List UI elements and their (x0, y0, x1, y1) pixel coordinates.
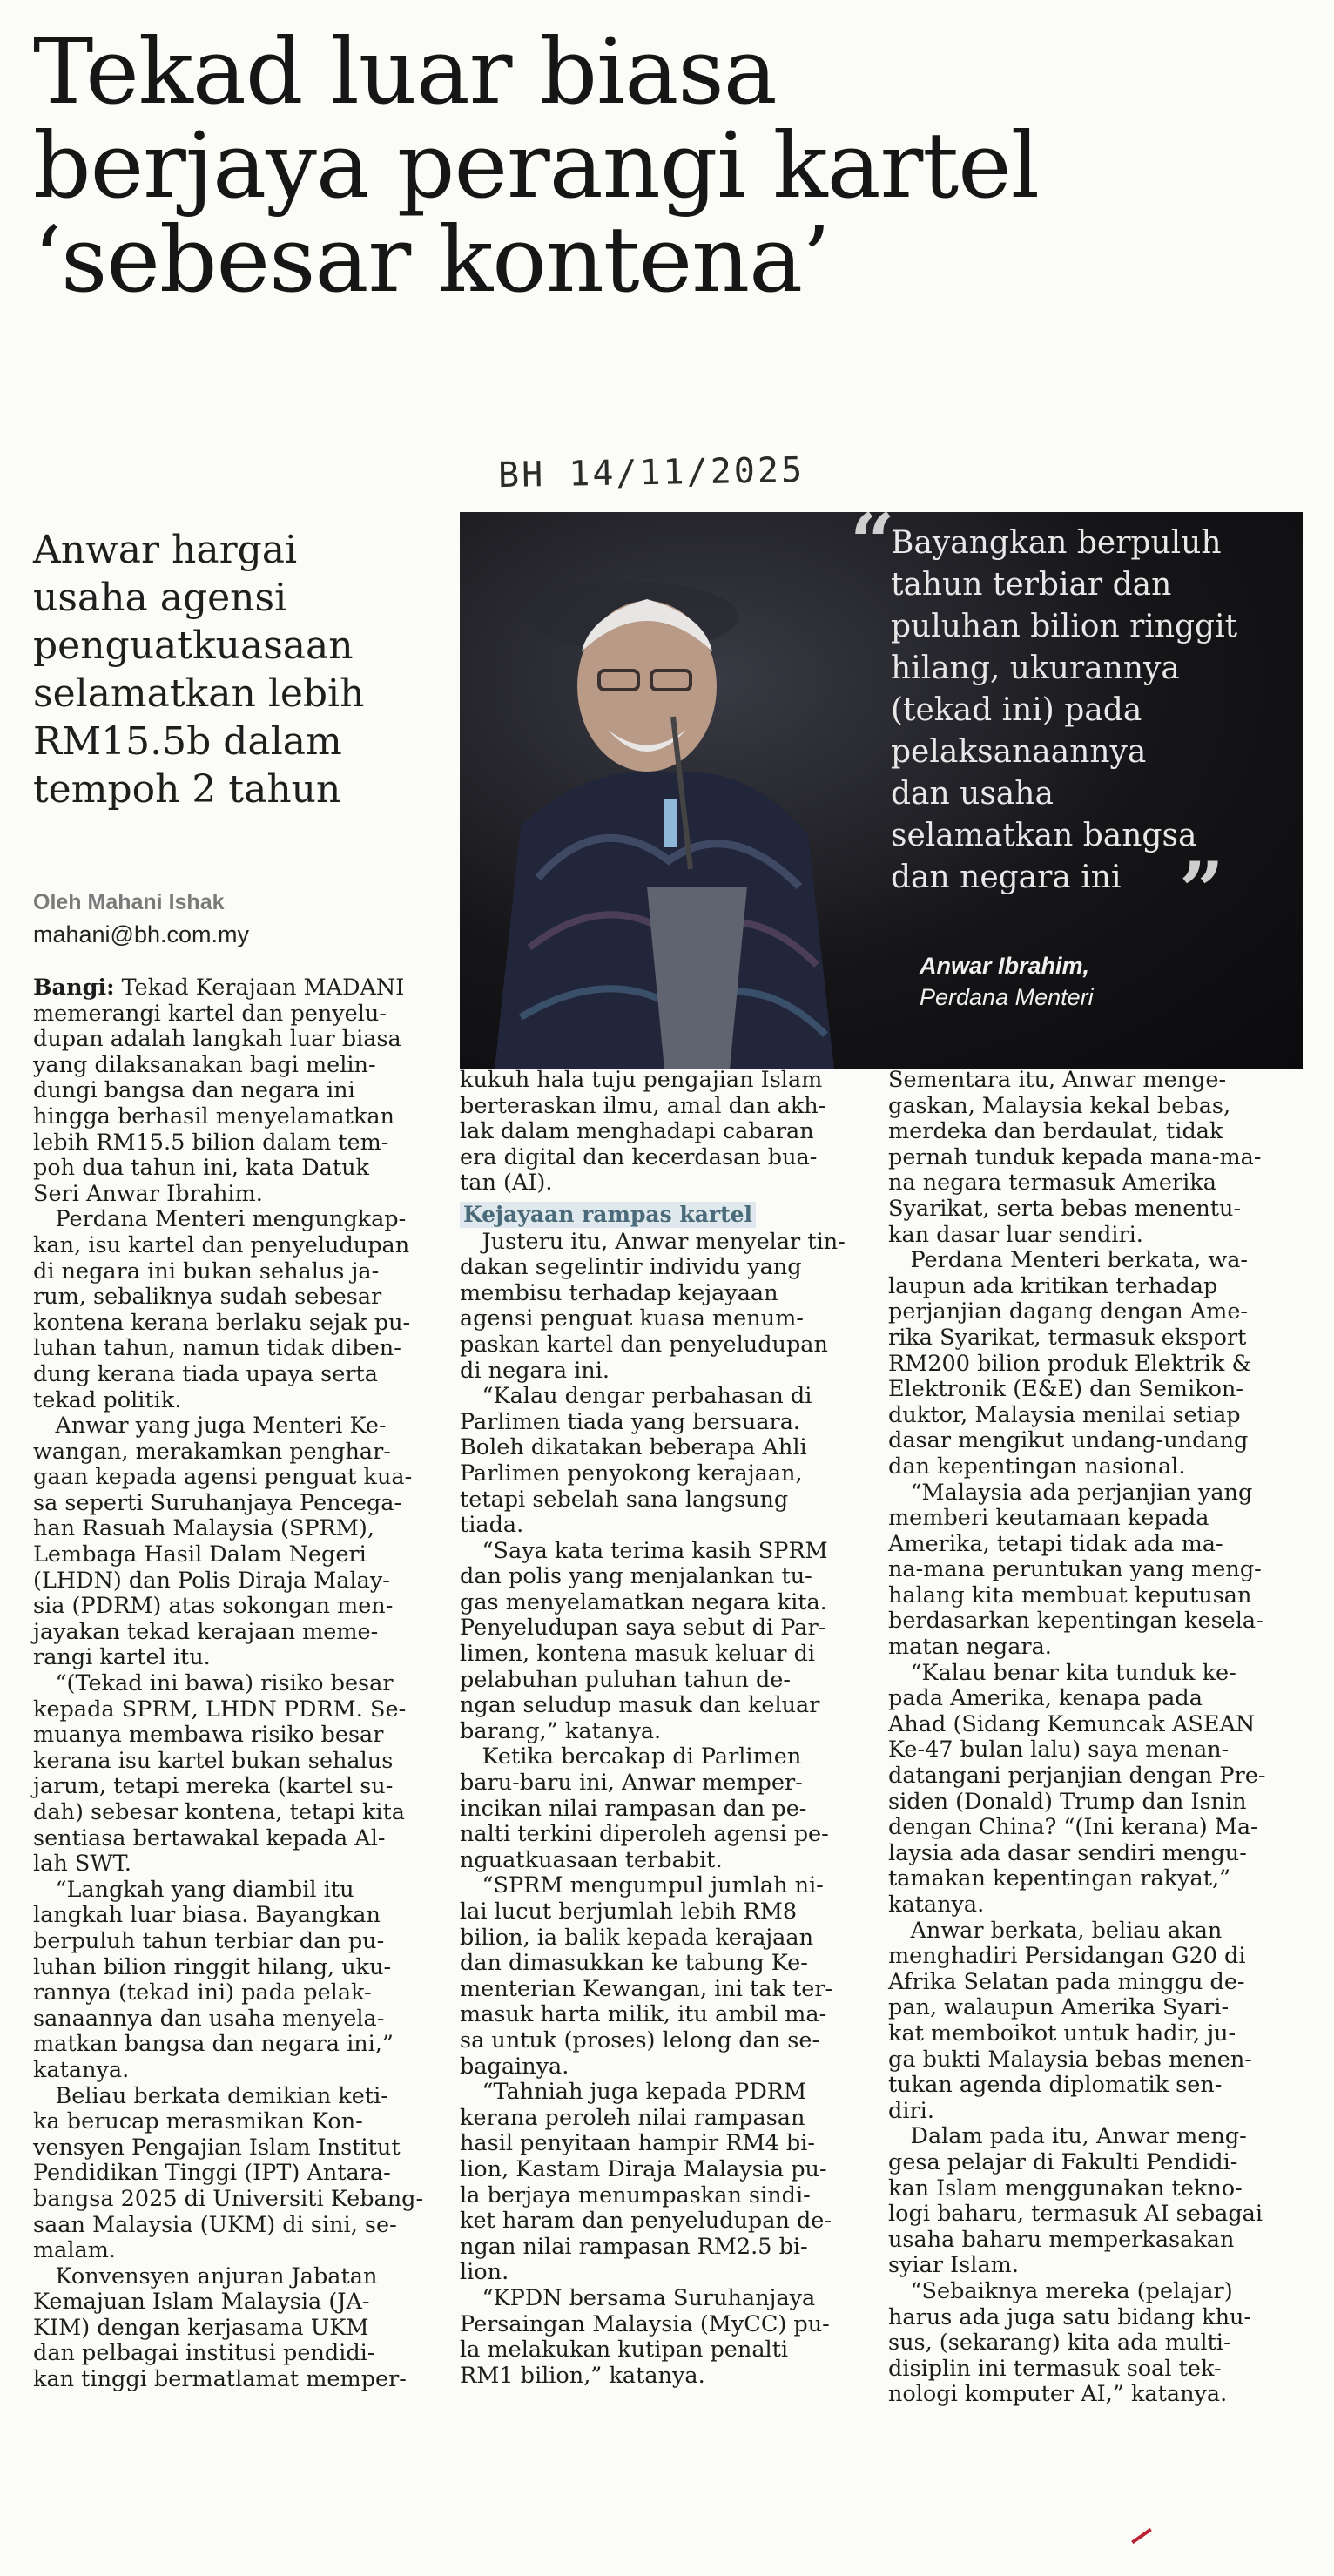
pull-quote-line: selamatkan bangsa (891, 818, 1197, 853)
article-paragraph (888, 2124, 1306, 2279)
article-paragraph (888, 2279, 1306, 2408)
text-line: gaskan, Malaysia kekal bebas, (888, 1092, 1231, 1119)
text-line: la berjaya menumpaskan sindi- (460, 2182, 811, 2208)
text-line: jarum, tetapi mereka (kartel su- (33, 1773, 394, 1800)
text-line: Parlimen tiada yang bersuara. (460, 1408, 801, 1435)
article-paragraph (460, 1744, 881, 1873)
text-line: disiplin ini termasuk soal tek- (888, 2355, 1222, 2382)
text-line: “Tahniah juga kepada PDRM (460, 2079, 807, 2106)
text-line: “Malaysia ada perjanjian yang (888, 1479, 1253, 1506)
article-paragraph (888, 1068, 1306, 1248)
text-line: Syarikat, serta bebas menentu- (888, 1195, 1242, 1222)
text-line: dan pelbagai institusi pendidi- (33, 2340, 375, 2367)
text-line: pernah tunduk kepada mana-ma- (888, 1143, 1262, 1170)
text-line: berdasarkan kepentingan kesela- (888, 1608, 1263, 1635)
text-line: dan kepentingan nasional. (888, 1453, 1186, 1480)
text-line: merdeka dan berdaulat, tidak (888, 1118, 1223, 1145)
article-paragraph (33, 975, 451, 1207)
text-line: Penyeludupan saya sebut di Par- (460, 1615, 826, 1642)
text-line: menterian Kewangan, ini tak ter- (460, 1975, 833, 2002)
text-line: kan Islam menggunakan tekno- (888, 2175, 1243, 2202)
text-line: kan tinggi bermatlamat memper- (33, 2366, 407, 2393)
text-line: masuk harta milik, itu ambil ma- (460, 2001, 827, 2028)
text-line: Pendidikan Tinggi (IPT) Antara- (33, 2160, 391, 2187)
pull-quote-line: pelaksanaannya (891, 734, 1147, 770)
text-line: han Rasuah Malaysia (SPRM), (33, 1515, 374, 1542)
text-line: RM1 bilion,” katanya. (460, 2362, 705, 2389)
text-line: dupan adalah langkah luar biasa (33, 1026, 401, 1053)
text-line: luhan tahun, namun tidak diben- (33, 1335, 401, 1362)
subheadline-line: selamatkan lebih (33, 671, 365, 716)
text-line: rannya (tekad ini) pada pelak- (33, 1979, 372, 2006)
text-line: menghadiri Persidangan G20 di (888, 1943, 1246, 1970)
subheadline (33, 526, 442, 813)
article-paragraph (460, 1230, 881, 1385)
text-line: “Kalau dengar perbahasan di (460, 1383, 812, 1410)
text-line: sentiasa bertawakal kepada Al- (33, 1824, 386, 1851)
text-line: usaha baharu memperkasakan (888, 2226, 1235, 2253)
article-paragraph (460, 1873, 881, 2080)
text-line: ngan nilai rampasan RM2.5 bi- (460, 2233, 808, 2260)
text-line: laupun ada kritikan terhadap (888, 1272, 1218, 1299)
text-line: Sementara itu, Anwar menge- (888, 1067, 1227, 1093)
article-column-3 (888, 1068, 1306, 2408)
text-line: gas menyelamatkan negara kita. (460, 1588, 827, 1615)
article-paragraph (460, 1384, 881, 1539)
text-line: lion. (460, 2259, 509, 2286)
handwritten-date-stamp: BH 14/11/2025 (497, 449, 805, 496)
text-line: ga bukti Malaysia bebas menen- (888, 2046, 1252, 2073)
text-line: na-mana peruntukan yang meng- (888, 1556, 1262, 1583)
text-line: nalti terkini diperoleh agensi pe- (460, 1821, 829, 1848)
text-line: lah SWT. (33, 1851, 131, 1878)
text-line: sa seperti Suruhanjaya Pencega- (33, 1489, 402, 1516)
text-line: Parlimen penyokong kerajaan, (460, 1460, 803, 1487)
text-line: ka berucap merasmikan Kon- (33, 2108, 363, 2135)
text-line: jayakan tekad kerajaan meme- (33, 1618, 379, 1645)
text-line: muanya membawa risiko besar (33, 1722, 384, 1749)
text-line: na negara termasuk Amerika (888, 1170, 1216, 1197)
text-line: dan dimasukkan ke tabung Ke- (460, 1950, 808, 1977)
text-line: “SPRM mengumpul jumlah ni- (460, 1872, 824, 1899)
text-line: perjanjian dagang dengan Ame- (888, 1298, 1249, 1325)
text-line: kukuh hala tuju pengajian Islam (460, 1067, 823, 1093)
text-line: kontena kerana berlaku sejak pu- (33, 1309, 411, 1336)
headline-line: ‘sebesar kontena’ (33, 206, 831, 313)
article-paragraph (888, 1919, 1306, 2125)
text-line: dakan segelintir individu yang (460, 1254, 802, 1281)
text-line: era digital dan kecerdasan bua- (460, 1143, 818, 1170)
text-line: memberi keutamaan kepada (888, 1505, 1209, 1532)
text-line: di negara ini bukan sehalus ja- (33, 1258, 380, 1285)
pull-quote-line: dan negara ini (891, 860, 1122, 895)
text-line: Beliau berkata demikian keti- (33, 2082, 388, 2109)
text-line: rika Syarikat, termasuk eksport (888, 1324, 1247, 1351)
text-line: rangi kartel itu. (33, 1644, 211, 1671)
text-line: lebih RM15.5 bilion dalam tem- (33, 1129, 389, 1156)
text-line: Dalam pada itu, Anwar meng- (888, 2123, 1247, 2150)
article-paragraph (33, 2264, 451, 2393)
text-line: halang kita membuat keputusan (888, 1581, 1252, 1608)
text-line: Anwar yang juga Menteri Ke- (33, 1413, 387, 1440)
text-line: berpuluh tahun terbiar dan pu- (33, 1927, 385, 1954)
text-line: barang,” katanya. (460, 1717, 662, 1744)
text-line: RM200 bilion produk Elektrik & (888, 1350, 1252, 1377)
photo-caption-name: Anwar Ibrahim, (920, 953, 1090, 979)
article-paragraph (460, 2286, 881, 2389)
text-line: la melakukan kutipan penalti (460, 2337, 789, 2364)
pull-quote (891, 523, 1287, 899)
text-line: gesa pelajar di Fakulti Pendidi- (888, 2148, 1238, 2175)
text-line: saan Malaysia (UKM) di sini, se- (33, 2211, 397, 2238)
text-line: hingga berhasil menyelamatkan (33, 1103, 394, 1130)
article-paragraph (888, 1248, 1306, 1480)
text-line: Bangi: Tekad Kerajaan MADANI (33, 974, 405, 1001)
text-line: pan, walaupun Amerika Syari- (888, 1994, 1230, 2021)
crosshead: Kejayaan rampas kartel (460, 1202, 756, 1228)
text-line: katanya. (33, 2056, 130, 2083)
text-line: limen, kontena masuk keluar di (460, 1641, 816, 1668)
text-line: matan negara. (888, 1634, 1052, 1661)
text-line: gaan kepada agensi penguat kua- (33, 1464, 413, 1491)
subheadline-line: Anwar hargai (33, 528, 298, 572)
subheadline-line: RM15.5b dalam (33, 719, 342, 764)
text-line: harus ada juga satu bidang khu- (888, 2303, 1252, 2330)
text-line: “(Tekad ini bawa) risiko besar (33, 1670, 394, 1697)
text-line: Ke-47 bulan lalu) saya menan- (888, 1736, 1230, 1763)
pull-quote-line: dan usaha (891, 776, 1054, 812)
headline-line: Tekad luar biasa (33, 18, 777, 125)
dateline: Bangi: (33, 974, 115, 1001)
text-line: “Sebaiknya mereka (pelajar) (888, 2277, 1233, 2304)
text-line: agensi penguat kuasa menum- (460, 1305, 804, 1332)
text-line: luhan bilion ringgit hilang, uku- (33, 1953, 392, 1980)
text-line: Elektronik (E&E) dan Semikon- (888, 1376, 1243, 1403)
article-paragraph (33, 1207, 451, 1413)
text-line: paskan kartel dan penyeludupan (460, 1331, 828, 1358)
text-line: syiar Islam. (888, 2252, 1019, 2279)
text-line: kat memboikot untuk hadir, ju- (888, 2020, 1236, 2047)
text-line: incikan nilai rampasan dan pe- (460, 1795, 807, 1822)
text-line: tekad politik. (33, 1386, 182, 1413)
text-line: bagainya. (460, 2053, 569, 2080)
article-column-1 (33, 975, 451, 2393)
text-line: dengan China? “(Ini kerana) Ma- (888, 1814, 1258, 1841)
text-line: memerangi kartel dan penyelu- (33, 1000, 387, 1027)
text-line: Kemajuan Islam Malaysia (JA- (33, 2289, 370, 2316)
text-line: tiada. (460, 1512, 524, 1539)
headline (33, 18, 1313, 313)
pen-mark (1131, 2528, 1152, 2544)
article-paragraph (888, 1480, 1306, 1661)
text-line: ngan seludup masuk dan keluar (460, 1692, 820, 1719)
text-line: “Langkah yang diambil itu (33, 1876, 354, 1903)
text-line: “KPDN bersama Suruhanjaya (460, 2284, 816, 2311)
subheadline-line: usaha agensi (33, 576, 287, 620)
close-quote-icon: ” (1179, 845, 1224, 937)
text-line: tamakan kepentingan rakyat,” (888, 1865, 1231, 1892)
text-line: “Saya kata terima kasih SPRM (460, 1537, 828, 1564)
pull-quote-line: hilang, ukurannya (891, 651, 1180, 686)
text-line: Ahad (Sidang Kemuncak ASEAN (888, 1710, 1256, 1737)
article-paragraph (33, 1413, 451, 1671)
text-line: Lembaga Hasil Dalam Negeri (33, 1541, 367, 1568)
text-line: membisu terhadap kejayaan (460, 1279, 778, 1306)
text-line: Boleh dikatakan beberapa Ahli (460, 1434, 807, 1461)
byline: Oleh Mahani Ishak (33, 890, 225, 914)
text-line: lion, Kastam Diraja Malaysia pu- (460, 2155, 827, 2182)
text-line: dung kerana tiada upaya serta (33, 1360, 378, 1387)
text-line: ket haram dan penyeludupan de- (460, 2208, 832, 2235)
article-paragraph (888, 1661, 1306, 1919)
text-line: tetapi sebelah sana langsung (460, 1486, 789, 1513)
text-line: nguatkuasaan terbabit. (460, 1846, 723, 1873)
text-line: sanaannya dan usaha menyela- (33, 2005, 385, 2032)
text-line: poh dua tahun ini, kata Datuk (33, 1155, 370, 1182)
text-line: datangani perjanjian dengan Pre- (888, 1763, 1266, 1790)
text-line: rum, sebaliknya sudah sebesar (33, 1284, 382, 1311)
text-line: katanya. (888, 1892, 985, 1918)
text-line: matkan bangsa dan negara ini,” (33, 2031, 394, 2058)
text-line: bangsa 2025 di Universiti Kebang- (33, 2185, 424, 2212)
text-line: dan polis yang menjalankan tu- (460, 1563, 812, 1590)
text-line: bilion, ia balik kepada kerajaan (460, 1924, 814, 1951)
text-line: tan (AI). (460, 1170, 553, 1197)
text-line: kan dasar luar sendiri. (888, 1221, 1143, 1248)
text-line: nologi komputer AI,” katanya. (888, 2381, 1228, 2408)
text-line: vensyen Pengajian Islam Institut (33, 2134, 401, 2161)
text-line: Afrika Selatan pada minggu de- (888, 1968, 1245, 1995)
article-paragraph (33, 1878, 451, 2084)
text-line: Persaingan Malaysia (MyCC) pu- (460, 2310, 830, 2337)
text-line: yang dilaksanakan bagi melin- (33, 1051, 376, 1078)
text-line: Seri Anwar Ibrahim. (33, 1180, 263, 1207)
pull-quote-line: (tekad ini) pada (891, 692, 1142, 728)
article-column-2 (460, 1068, 881, 2389)
text-line: dungi bangsa dan negara ini (33, 1077, 355, 1104)
text-line: pelabuhan puluhan tahun de- (460, 1666, 792, 1693)
text-line: Konvensyen anjuran Jabatan (33, 2262, 378, 2289)
text-line: (LHDN) dan Polis Diraja Malay- (33, 1567, 390, 1594)
pull-quote-line: puluhan bilion ringgit (891, 609, 1238, 644)
text-line: sa untuk (proses) lelong dan se- (460, 2026, 820, 2053)
text-line: sia (PDRM) atas sokongan men- (33, 1593, 394, 1620)
text-line: berteraskan ilmu, amal dan akh- (460, 1092, 826, 1119)
photo-caption-title: Perdana Menteri (920, 984, 1094, 1010)
article-paragraph (33, 1671, 451, 1878)
text-line: hasil penyitaan hampir RM4 bi- (460, 2130, 816, 2157)
subheadline-line: penguatkuasaan (33, 624, 354, 668)
text-line: lai lucut berjumlah lebih RM8 (460, 1898, 798, 1925)
text-line: KIM) dengan kerjasama UKM (33, 2314, 369, 2341)
text-line: kerana isu kartel bukan sehalus (33, 1747, 394, 1774)
text-line: lak dalam menghadapi cabaran (460, 1118, 814, 1145)
text-line: Ketika bercakap di Parlimen (460, 1743, 802, 1770)
text-line: Justeru itu, Anwar menyelar tin- (460, 1228, 846, 1255)
text-line: sus, (sekarang) kita ada multi- (888, 2330, 1231, 2357)
subheadline-line: tempoh 2 tahun (33, 767, 341, 812)
text-line: dah) sebesar kontena, tetapi kita (33, 1799, 406, 1825)
article-paragraph (460, 2080, 881, 2286)
text-line: Amerika, tetapi tidak ada ma- (888, 1530, 1223, 1557)
text-line: diri. (888, 2097, 934, 2124)
text-line: malam. (33, 2237, 117, 2264)
text-line: logi baharu, termasuk AI sebagai (888, 2201, 1263, 2228)
text-line: laysia ada dasar sendiri mengu- (888, 1839, 1247, 1866)
article-paragraph (460, 1539, 881, 1745)
text-line: baru-baru ini, Anwar memper- (460, 1770, 803, 1797)
text-line: langkah luar biasa. Bayangkan (33, 1902, 381, 1929)
text-line: Anwar berkata, beliau akan (888, 1917, 1223, 1944)
text-line: duktor, Malaysia menilai setiap (888, 1401, 1241, 1428)
text-line: tukan agenda diplomatik sen- (888, 2072, 1223, 2099)
text-line: di negara ini. (460, 1357, 610, 1384)
text-line: “Kalau benar kita tunduk ke- (888, 1659, 1236, 1686)
text-line: dasar mengikut undang-undang (888, 1427, 1249, 1454)
text-line: kerana peroleh nilai rampasan (460, 2104, 805, 2131)
text-line: kan, isu kartel dan penyeludupan (33, 1231, 410, 1258)
text-line: pada Amerika, kenapa pada (888, 1685, 1203, 1712)
text-line: Perdana Menteri berkata, wa- (888, 1247, 1249, 1274)
open-quote-icon: “ (850, 512, 895, 589)
text-line: kepada SPRM, LHDN PDRM. Se- (33, 1696, 407, 1723)
pull-quote-line: Bayangkan berpuluh (891, 525, 1222, 561)
pull-quote-line: tahun terbiar dan (891, 567, 1172, 603)
text-line: Perdana Menteri mengungkap- (33, 1206, 407, 1233)
text-line: siden (Donald) Trump dan Isnin (888, 1788, 1247, 1815)
article-paragraph (460, 1068, 881, 1197)
headline-line: berjaya perangi kartel (33, 112, 1039, 219)
article-photo (460, 512, 1303, 1069)
article-paragraph (33, 2084, 451, 2264)
text-line: wangan, merakamkan penghar- (33, 1438, 391, 1465)
author-email: mahani@bh.com.my (33, 921, 249, 947)
